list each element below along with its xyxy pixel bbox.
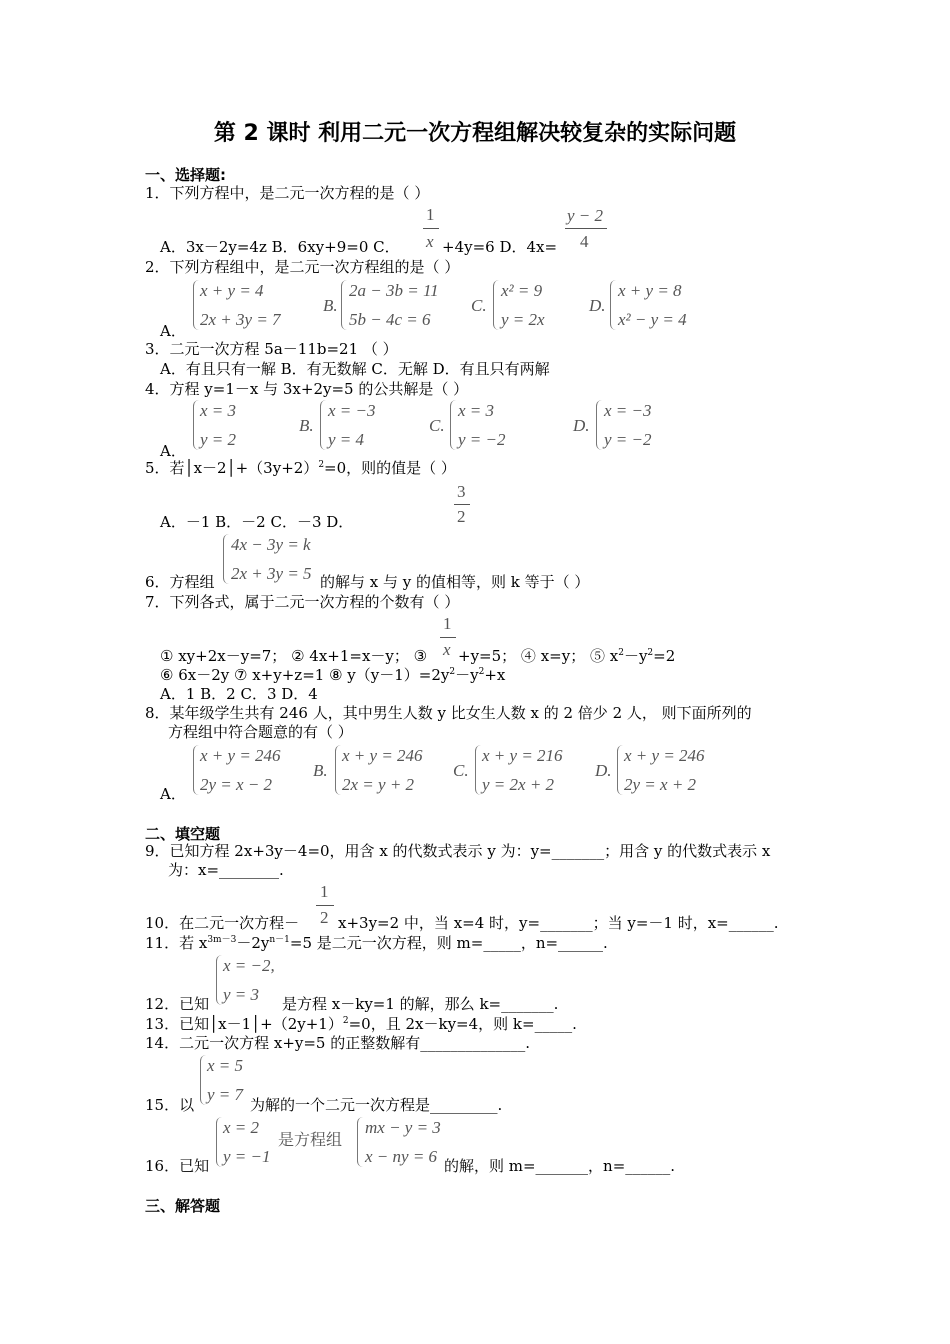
q12-rest: 是方程 x－ky=1 的解，那么 k=_______. [282, 995, 559, 1013]
q2-c-label: C. [471, 296, 487, 315]
q16-system-eq2: x − ny = 6 [365, 1147, 438, 1166]
q8-c-label: C. [453, 761, 469, 780]
q15-rest: 为解的一个二元一次方程是_________. [250, 1096, 503, 1114]
q8-d-eq1: x + y = 246 [624, 746, 705, 765]
q2-stem: 2．下列方程组中，是二元一次方程组的是（ ） [145, 258, 460, 276]
q15-eq1: x = 5 [207, 1056, 244, 1075]
q11-exponent-1: 3m－3 [207, 935, 237, 945]
q5-d-numerator: 3 [457, 482, 466, 501]
q13-part-b: =0，且 2x－ky=4，则 k=_____. [348, 1015, 577, 1033]
q4-b-eq1: x = −3 [328, 401, 376, 420]
q8-b-eq2: 2x = y + 2 [342, 775, 415, 794]
q2-b-eq2: 5b − 4c = 6 [349, 310, 431, 329]
q2-d-eq2: x² − y = 4 [618, 310, 687, 329]
q8-d-label: D. [595, 761, 612, 780]
q5-options: A．－1 B．－2 C．－3 D． [160, 513, 354, 531]
q12-eq2: y = 3 [223, 985, 260, 1004]
q11-part-a: 11．若 x [145, 934, 208, 952]
q16-rest: 的解，则 m=_______，n=______. [444, 1157, 676, 1175]
q1-c-numerator: 1 [426, 205, 435, 224]
q4-a-eq2: y = 2 [200, 430, 237, 449]
q11-part-c: =5 是二元一次方程，则 m=_____，n=______. [289, 934, 608, 952]
q12-label: 12．已知 [145, 995, 210, 1013]
q7-options: A．1 B．2 C．3 D．4 [160, 685, 318, 703]
q6-eq2: 2x + 3y = 5 [231, 564, 312, 583]
q9-line1: 9．已知方程 2x+3y－4=0，用含 x 的代数式表示 y 为：y=_______；用含 y 的代数式表示 x [145, 842, 771, 860]
q15-label: 15．以 [145, 1096, 195, 1114]
page-title: 第 2 课时 利用二元一次方程组解决较复杂的实际问题 [213, 121, 737, 146]
q4-b-eq2: y = 4 [328, 430, 365, 449]
q2-d-label: D. [589, 296, 606, 315]
q11-part-b: －2y [236, 934, 270, 952]
q10-numerator: 1 [320, 882, 329, 901]
q2-a-eq1: x + y = 4 [200, 281, 264, 300]
q2-d-eq1: x + y = 8 [618, 281, 682, 300]
q8-c-eq1: x + y = 216 [482, 746, 563, 765]
q4-stem: 4．方程 y=1－x 与 3x+2y=5 的公共解是（ ） [145, 380, 469, 398]
q2-a-label: A． [160, 322, 186, 340]
q8-a-label: A． [160, 785, 186, 803]
q1-d-fraction-bar [565, 228, 607, 229]
q7-line2 [160, 666, 505, 684]
q8-b-eq1: x + y = 246 [342, 746, 423, 765]
q7-line1-part-b: +y=5； ④ x=y； ⑤ x [458, 647, 619, 665]
q7-frac-numerator: 1 [443, 614, 452, 633]
q1-d-denominator: 4 [580, 232, 589, 251]
q1-stem: 1．下列方程中，是二元一次方程的是（ ） [145, 184, 430, 202]
q2-b-eq1: 2a − 3b = 11 [349, 281, 439, 300]
q5-d-fraction-bar [454, 504, 470, 505]
q2-a-eq2: 2x + 3y = 7 [200, 310, 281, 329]
q7-sup-2d: 2 [478, 667, 485, 677]
q7-line1-part-d: =2 [653, 647, 676, 665]
q16-label: 16．已知 [145, 1157, 210, 1175]
q8-b-label: B. [313, 761, 328, 780]
q13-part-a: 13．已知│x－1│+（2y+1） [145, 1015, 343, 1033]
q6-eq1: 4x − 3y = k [231, 535, 311, 554]
q6-label: 6．方程组 [145, 573, 215, 591]
q4-a-eq1: x = 3 [200, 401, 237, 420]
q7-line2-part-a: ⑥ 6x－2y ⑦ x+y+z=1 ⑧ y（y－1）=2y [160, 666, 450, 684]
q7-line1 [160, 647, 427, 665]
q7-frac-denominator: x [443, 640, 451, 659]
q16-system-eq1: mx − y = 3 [365, 1118, 441, 1137]
q4-d-eq1: x = −3 [604, 401, 652, 420]
q7-line1-right [458, 647, 675, 665]
q7-line2-part-b: －y [455, 666, 479, 684]
q7-sup-2a: 2 [618, 648, 624, 658]
q13-text [145, 1015, 577, 1033]
q4-d-label: D. [573, 416, 590, 435]
q16-mid-text: 是方程组 [278, 1130, 343, 1149]
q8-stem-line2: 方程组中符合题意的有（ ） [168, 723, 353, 741]
q1-c-fraction-bar [423, 228, 439, 229]
q4-a-label: A． [160, 442, 186, 460]
q5-stem-rest: =0，则的值是（ ） [324, 459, 456, 477]
q8-a-eq1: x + y = 246 [200, 746, 281, 765]
q8-stem-line1: 8．某年级学生共有 246 人，其中男生人数 y 比女生人数 x 的 2 倍少 2 人， 则下面所列的 [145, 704, 752, 722]
q2-b-label: B. [323, 296, 338, 315]
q11-text [145, 934, 608, 952]
q9-line2: 为：x=________. [168, 861, 284, 879]
q3-options: A．有且只有一解 B．有无数解 C．无解 D．有且只有两解 [160, 360, 550, 378]
q6-rest: 的解与 x 与 y 的值相等，则 k 等于（ ） [320, 573, 590, 591]
q8-c-eq2: y = 2x + 2 [482, 775, 555, 794]
q13-exponent: 2 [342, 1016, 349, 1026]
q5-d-denominator: 2 [457, 507, 466, 526]
q14-text: 14．二元一次方程 x+y=5 的正整数解有______________. [145, 1034, 531, 1052]
q1-c-denominator: x [426, 232, 434, 251]
q7-stem: 7．下列各式，属于二元一次方程的个数有（ ） [145, 593, 460, 611]
q7-sup-2c: 2 [449, 667, 456, 677]
section-heading-choice: 一、选择题: [145, 166, 226, 184]
q7-sup-2b: 2 [647, 648, 654, 658]
q7-line1-part-c: －y [623, 647, 648, 665]
q1-options: A．3x－2y=4z B．6xy+9=0 C． [160, 238, 400, 256]
q11-exponent-2: n－1 [269, 935, 290, 945]
q8-a-eq2: 2y = x − 2 [200, 775, 273, 794]
section-heading-fill: 二、填空题 [145, 825, 221, 843]
q15-eq2: y = 7 [207, 1085, 244, 1104]
q4-c-eq1: x = 3 [458, 401, 495, 420]
q5-stem-exponent: 2 [318, 460, 325, 470]
q8-d-eq2: 2y = x + 2 [624, 775, 697, 794]
q10-fraction-bar [316, 905, 334, 906]
section-heading-solve: 三、解答题 [145, 1197, 221, 1215]
q4-c-eq2: y = −2 [458, 430, 506, 449]
q2-c-eq2: y = 2x [501, 310, 545, 329]
q1-d-numerator: y − 2 [567, 206, 604, 225]
q7-line2-part-c: +x [484, 666, 506, 684]
q10-part-b: x+3y=2 中，当 x=4 时，y=_______；当 y=－1 时，x=______. [338, 914, 779, 932]
q10-denominator: 2 [320, 908, 329, 927]
q16-eq2: y = −1 [223, 1147, 271, 1166]
q12-eq1: x = −2, [223, 956, 275, 975]
q5-stem-main: 5．若│x－2│+（3y+2） [145, 459, 319, 477]
q3-stem: 3．二元一次方程 5a－11b=21 （ ） [145, 340, 398, 358]
q4-c-label: C. [429, 416, 445, 435]
q7-line1-part-a: ① xy+2x－y=7； ② 4x+1=x－y； ③ [160, 647, 428, 665]
q5-stem [145, 459, 456, 477]
q16-eq1: x = 2 [223, 1118, 260, 1137]
q7-fraction-bar [440, 637, 456, 638]
q1-c-rest: +4y=6 D．4x= [442, 238, 558, 256]
q4-d-eq2: y = −2 [604, 430, 652, 449]
q2-c-eq1: x² = 9 [501, 281, 543, 300]
q4-b-label: B. [299, 416, 314, 435]
q10-part-a: 10．在二元一次方程－ [145, 914, 300, 932]
